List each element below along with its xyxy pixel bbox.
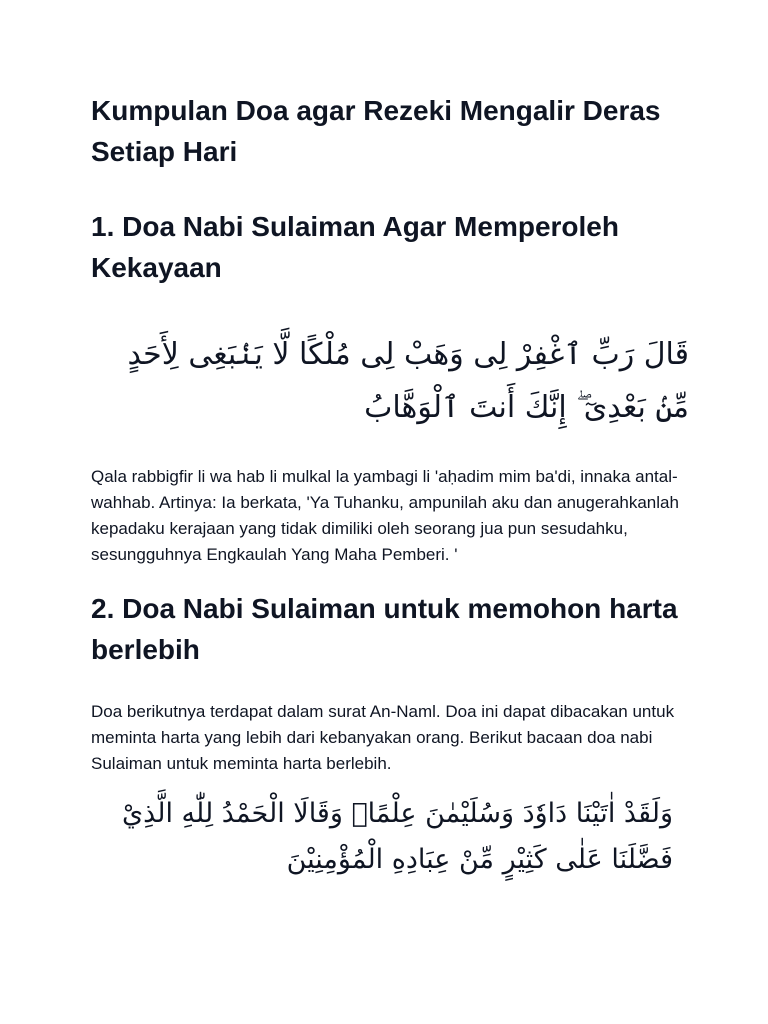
section-2-heading: 2. Doa Nabi Sulaiman untuk memohon harta berlebih	[91, 593, 678, 665]
section-2-intro: Doa berikutnya terdapat dalam surat An-Naml. Doa ini dapat dibacakan untuk meminta harta yang lebih dari kebanyakan orang. Berikut bacaan doa nabi Sulaiman untuk meminta harta berlebih.	[91, 702, 675, 773]
article	[91, 90, 691, 883]
section-1-heading: 1. Doa Nabi Sulaiman Agar Memperoleh Kekayaan	[91, 211, 619, 283]
section-2-arabic-verse: وَلَقَدْ اٰتَيْنَا دَاوٗدَ وَسُلَيْمٰنَ عِلْمًاۚ وَقَالَا الْحَمْدُ لِلّٰهِ الَّذِيْ فَضَّلَنَا عَلٰى كَثِيْرٍ مِّنْ عِبَادِهِ الْمُؤْمِنِيْنَ	[121, 798, 673, 875]
section-1-arabic-verse: قَالَ رَبِّ ٱغْفِرْ لِى وَهَبْ لِى مُلْكًا لَّا يَنۢبَغِى لِأَحَدٍ مِّنۢ بَعْدِىٓ ۖ إِنَّكَ أَنتَ ٱلْوَهَّابُ	[127, 337, 689, 425]
section-1-translation: Qala rabbigfir li wa hab li mulkal la yambagi li 'aḥadim mim ba'di, innaka antal-wahhab. Artinya: Ia berkata, 'Ya Tuhanku, ampunilah aku dan anugerahkanlah kepadaku kerajaan yang tidak dimiliki oleh seorang jua pun sesudahku, sesungguhnya Engkaulah Yang Maha Pemberi. '	[91, 467, 679, 564]
page-title: Kumpulan Doa agar Rezeki Mengalir Deras Setiap Hari	[91, 95, 661, 167]
